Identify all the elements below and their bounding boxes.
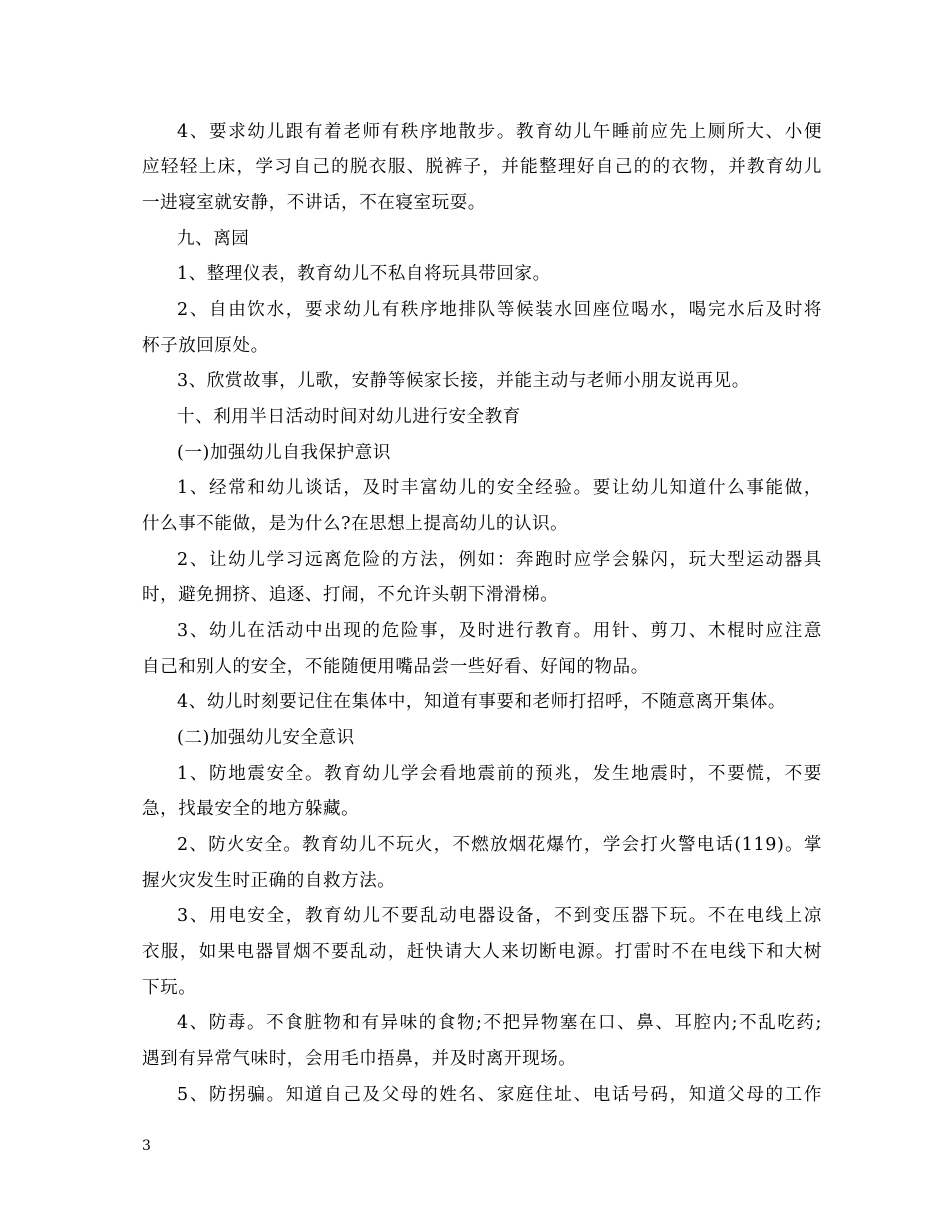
paragraph-line: 时，避免拥挤、追逐、打闹，不允许头朝下滑滑梯。 — [142, 585, 559, 605]
paragraph-line: 握火灾发生时正确的自救方法。 — [142, 871, 396, 891]
paragraph-line: 4、幼儿时刻要记住在集体中，知道有事要和老师打招呼，不随意离开集体。 — [177, 692, 787, 712]
paragraph-line: 自己和别人的安全，不能随便用嘴品尝一些好看、好闻的物品。 — [142, 657, 649, 677]
paragraph-line: 4、要求幼儿跟有着老师有秩序地散步。教育幼儿午睡前应先上厕所大、小便 — [177, 122, 822, 142]
paragraph-line: 遇到有异常气味时，会用毛巾捂鼻，并及时离开现场。 — [142, 1049, 577, 1069]
paragraph-line: 2、防火安全。教育幼儿不玩火，不燃放烟花爆竹，学会打火警电话(119)。掌 — [177, 835, 822, 855]
subsection-heading: (一)加强幼儿自我保护意识 — [177, 443, 391, 463]
paragraph-line: 急，找最安全的地方躲藏。 — [142, 799, 360, 819]
paragraph-line: 2、自由饮水，要求幼儿有秩序地排队等候装水回座位喝水，喝完水后及时将 — [177, 300, 822, 320]
paragraph-line: 2、让幼儿学习远离危险的方法，例如：奔跑时应学会躲闪，玩大型运动器具 — [177, 550, 822, 570]
paragraph-line: 1、经常和幼儿谈话，及时丰富幼儿的安全经验。要让幼儿知道什么事能做， — [177, 478, 822, 498]
paragraph-line: 1、整理仪表，教育幼儿不私自将玩具带回家。 — [177, 264, 551, 284]
paragraph-line: 3、欣赏故事，儿歌，安静等候家长接，并能主动与老师小朋友说再见。 — [177, 371, 750, 391]
paragraph-line: 3、用电安全，教育幼儿不要乱动电器设备，不到变压器下玩。不在电线上凉 — [177, 906, 822, 926]
page-number: 3 — [142, 1138, 151, 1154]
paragraph-line: 5、防拐骗。知道自己及父母的姓名、家庭住址、电话号码，知道父母的工作 — [177, 1085, 822, 1105]
paragraph-line: 下玩。 — [142, 978, 197, 998]
paragraph-line: 1、防地震安全。教育幼儿学会看地震前的预兆，发生地震时，不要慌，不要 — [177, 764, 822, 784]
paragraph-line: 应轻轻上床，学习自己的脱衣服、脱裤子，并能整理好自己的的衣物，并教育幼儿 — [142, 157, 822, 177]
paragraph-line: 一进寝室就安静，不讲话，不在寝室玩耍。 — [142, 193, 486, 213]
subsection-heading: (二)加强幼儿安全意识 — [177, 728, 355, 748]
paragraph-line: 杯子放回原处。 — [142, 336, 269, 356]
paragraph-line: 什么事不能做，是为什么?在思想上提高幼儿的认识。 — [142, 514, 569, 534]
paragraph-line: 4、防毒。不食脏物和有异味的食物;不把异物塞在口、鼻、耳腔内;不乱吃药; — [177, 1013, 822, 1033]
paragraph-line: 衣服，如果电器冒烟不要乱动，赶快请大人来切断电源。打雷时不在电线下和大树 — [142, 942, 822, 962]
section-heading: 十、利用半日活动时间对幼儿进行安全教育 — [177, 407, 521, 427]
paragraph-line: 3、幼儿在活动中出现的危险事，及时进行教育。用针、剪刀、木棍时应注意 — [177, 621, 822, 641]
section-heading: 九、离园 — [177, 229, 250, 249]
